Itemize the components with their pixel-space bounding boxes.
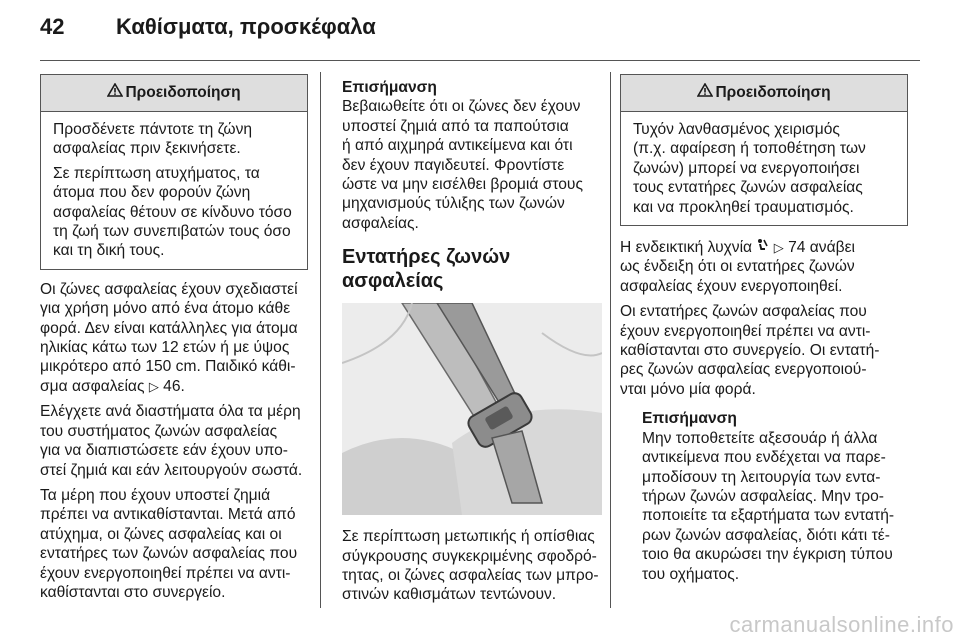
paragraph-text: Η ενδεικτική λυχνία [620, 239, 753, 257]
column-left [40, 74, 308, 602]
paragraph: Ελέγχετε ανά διαστήματα όλα τα μέρη του συστήματος ζωνών ασφαλείας για να διαπιστώσετε εάν έχουν υπο- στεί ζημιά και εάν λειτουργούν σωστά. [40, 403, 303, 479]
paragraph: Οι εντατήρες ζωνών ασφαλείας που έχουν ενεργοποιηθεί πρέπει να αντι- καθίστανται στο συνεργείο. Οι εντατή- ρες ζωνών ασφαλείας ενεργοποιού- νται μόνο μία φορά. [620, 303, 880, 398]
warning-body [621, 112, 907, 225]
paragraph [40, 280, 308, 396]
warning-box [40, 74, 308, 270]
note-title: Επισήμανση [342, 79, 437, 96]
column-divider-right [610, 72, 611, 608]
seat-belt-buckle-illustration [342, 303, 602, 515]
column-middle [342, 78, 604, 605]
page-reference-icon: ▷ [773, 240, 784, 256]
illustration-caption: Σε περίπτωση μετωπικής ή οπίσθιας σύγκρουσης συγκεκριμένης σφοδρό- τητας, οι ζώνες ασφαλείας των μπρο- στινών καθισμάτων τεντώνουν. [342, 528, 599, 604]
paragraph [620, 238, 908, 296]
warning-title: Προειδοποίηση [125, 84, 241, 101]
note-title: Επισήμανση [642, 410, 737, 428]
page-number: 42 [40, 14, 65, 39]
warning-triangle-icon [697, 75, 713, 111]
section-heading: Εντατήρες ζωνών ασφαλείας [342, 246, 511, 293]
warning-title: Προειδοποίηση [715, 84, 831, 101]
note-text: Βεβαιωθείτε ότι οι ζώνες δεν έχουν υποστεί ζημιά από τα παπούτσια ή από αιχμηρά αντικείμενα και ότι δεν έχουν παγιδευτεί. Φροντίστε ώστε να μην εισέλθει βρομιά στους μηχανισμούς τύλιξης των ζωνών ασφαλείας. [342, 98, 583, 232]
warning-header [41, 75, 307, 112]
page-reference-icon: ▷ [148, 378, 159, 394]
warning-text: Προσδένετε πάντοτε τη ζώνη ασφαλείας πριν ξεκινήσετε. [53, 121, 253, 158]
column-divider-left [320, 72, 321, 608]
note-text: Μην τοποθετείτε αξεσουάρ ή άλλα αντικείμενα που ενδέχεται να παρε- μποδίσουν τη λειτουργία των εντα- τήρων ζωνών ασφαλείας. Μην τρο- ποποιείτε τα εξαρτήματα των εντατή- ρων ζωνών ασφαλείας, διότι κάτι τέ- τοιο θα ακυρώσει την έγκριση τύπου του οχήματος. [642, 429, 895, 583]
page-title: Καθίσματα, προσκέφαλα [116, 14, 376, 39]
paragraph-text: 74 ανάβει ως ένδειξη ότι οι εντατήρες ζωνών ασφαλείας έχουν ενεργοποιηθεί. [620, 239, 855, 295]
warning-text: Τυχόν λανθασμένος χειρισμός (π.χ. αφαίρεση ή τοποθέτηση των ζωνών) μπορεί να ενεργοποιήσει τους εντατήρες ζωνών ασφαλείας και να προκληθεί τραυματισμός. [633, 121, 866, 216]
airbag-warning-lamp-icon [756, 239, 769, 256]
warning-triangle-icon [107, 75, 123, 111]
warning-text: Σε περίπτωση ατυχήματος, τα άτομα που δεν φορούν ζώνη ασφαλείας θέτουν σε κίνδυνο τόσο τη ζωή των συνεπιβατών τους όσο και τη δική τους. [53, 164, 292, 260]
paragraph-text: Οι ζώνες ασφαλείας έχουν σχεδιαστεί για χρήση μόνο από ένα άτομο κάθε φορά. Δεν είναι κατάλληλες για άτομα ηλικίας κάτω των 12 ετών ή με ύψος μικρότερο από 150 cm. Παιδικό κάθι- σμα ασφαλείας [40, 280, 298, 395]
paragraph-text: 46. [158, 377, 185, 395]
header-rule [40, 60, 920, 61]
watermark: carmanualsonline.info [729, 612, 954, 637]
warning-header [621, 75, 907, 112]
note-block [620, 409, 908, 584]
warning-box [620, 74, 908, 226]
paragraph: Τα μέρη που έχουν υποστεί ζημιά πρέπει να αντικαθίστανται. Μετά από ατύχημα, οι ζώνες ασφαλείας και οι εντατήρες των ζωνών ασφαλείας που έχουν ενεργοποιηθεί πρέπει να αντι- καθίστανται στο συνεργείο. [40, 486, 298, 601]
column-right [620, 74, 908, 584]
warning-body [41, 112, 307, 269]
